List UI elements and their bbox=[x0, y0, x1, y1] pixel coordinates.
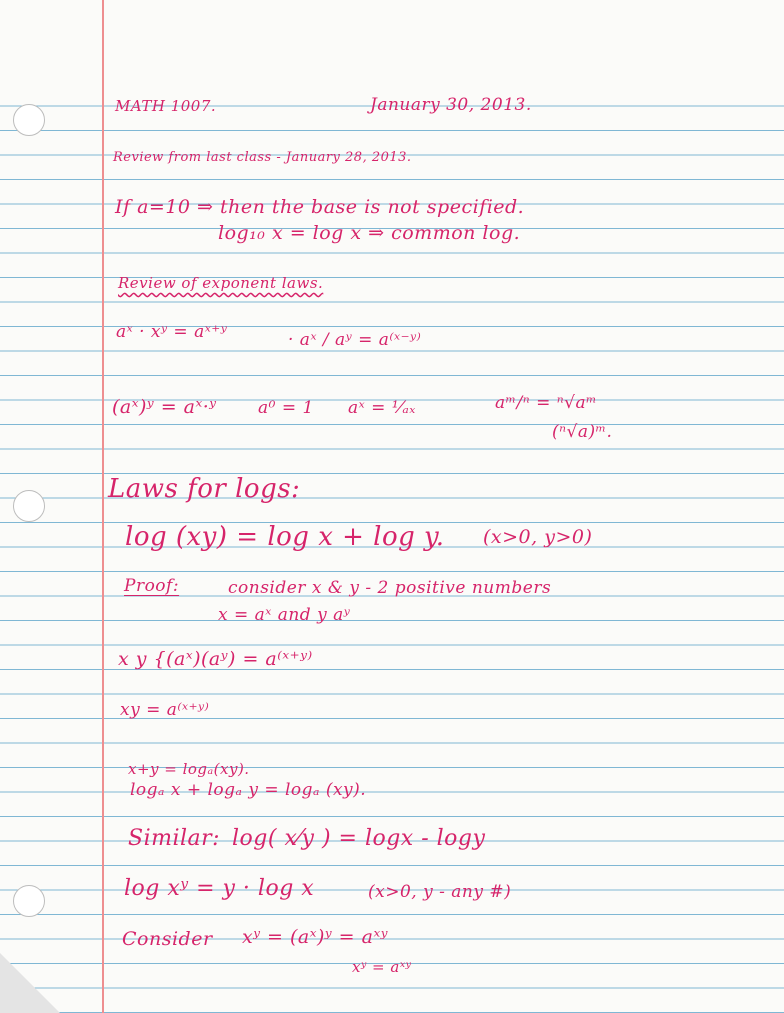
proof-line-5: x+y = logₐ(xy). bbox=[128, 760, 250, 778]
consider-equation: xʸ = (aˣ)ʸ = aˣʸ bbox=[242, 926, 388, 948]
review-line: Review from last class - January 28, 2013. bbox=[113, 150, 412, 165]
course-title: MATH 1007. bbox=[115, 97, 217, 115]
exponent-law-5: aˣ = ¹⁄ₐₓ bbox=[348, 398, 416, 418]
proof-line-3: x y {(aˣ)(aʸ) = a⁽ˣ⁺ʸ⁾ bbox=[118, 648, 313, 670]
margin-line bbox=[102, 0, 104, 1013]
punch-hole-middle bbox=[13, 490, 45, 522]
exponent-law-1: aˣ · xʸ = aˣ⁺ʸ bbox=[116, 322, 228, 342]
proof-line-2: x = aˣ and y aʸ bbox=[218, 605, 351, 625]
consider-label: Consider bbox=[122, 928, 213, 950]
note-date: January 30, 2013. bbox=[370, 95, 532, 115]
similar-label: Similar: bbox=[128, 826, 221, 851]
common-log-line: log₁₀ x = log x ⇒ common log. bbox=[218, 222, 521, 244]
exponent-laws-heading: Review of exponent laws. bbox=[118, 274, 324, 292]
consider-equation-2: xʸ = aˣʸ bbox=[352, 958, 412, 976]
proof-line-6: logₐ x + logₐ y = logₐ (xy). bbox=[130, 780, 367, 800]
proof-label: Proof: bbox=[124, 576, 180, 596]
exponent-law-4: a⁰ = 1 bbox=[258, 398, 314, 418]
log-laws-heading: Laws for logs: bbox=[108, 474, 301, 504]
log-product-condition: (x>0, y>0) bbox=[483, 526, 593, 548]
log-product-rule: log (xy) = log x + log y. bbox=[125, 522, 445, 552]
exponent-law-6: aᵐ/ⁿ = ⁿ√aᵐ bbox=[495, 393, 598, 413]
log-quotient-rule: log( x⁄y ) = logx - logy bbox=[232, 826, 486, 851]
proof-line-4: xy = a⁽ˣ⁺ʸ⁾ bbox=[120, 700, 210, 720]
log-power-condition: (x>0, y - any #) bbox=[368, 882, 512, 902]
log-power-rule: log xʸ = y · log x bbox=[124, 876, 315, 901]
punch-hole-top bbox=[13, 104, 45, 136]
folded-corner bbox=[0, 953, 60, 1013]
punch-hole-bottom bbox=[13, 885, 45, 917]
if-line: If a=10 ⇒ then the base is not specified. bbox=[115, 196, 525, 218]
exponent-law-2: · aˣ / aʸ = a⁽ˣ⁻ʸ⁾ bbox=[288, 330, 422, 350]
exponent-law-3: (aˣ)ʸ = aˣ·ʸ bbox=[112, 396, 217, 418]
exponent-law-6b: (ⁿ√a)ᵐ. bbox=[552, 422, 613, 442]
proof-line-1: consider x & y - 2 positive numbers bbox=[228, 578, 552, 598]
